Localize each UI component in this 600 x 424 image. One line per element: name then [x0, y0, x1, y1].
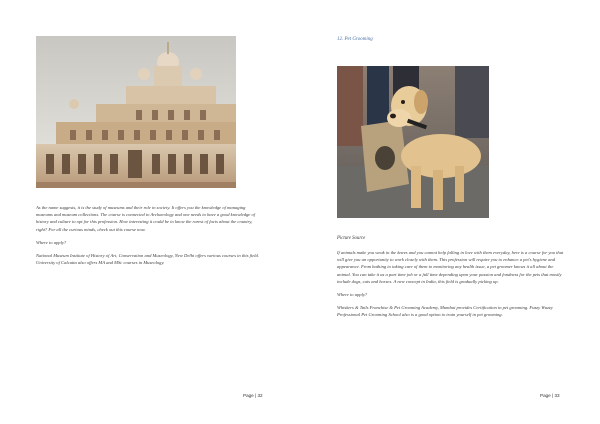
where-to-apply-label: Where to apply?	[337, 292, 368, 298]
museology-description: As the name suggests, it is the study of museums and their role in society. It offers you the knowledge of managing museums and museum collections. The course is connected to Archaeology and one needs to have a good knowledge of history and culture to opt for this profession. How interesting it could be to know the rarest of facts about the country, right? For all the curious minds, check out this course now.	[36, 205, 256, 232]
where-to-apply-label: Where to apply?	[36, 239, 67, 245]
pet-grooming-institutes: Whiskers & Tails Franchise & Pet Grooming Academy, Mumbai provides Certification in pet grooming. Fuzzy Wuzzy Professional Pet Grooming School also is a good option to train yourself in pet grooming.	[337, 305, 553, 318]
museology-text	[36, 204, 262, 272]
page-number: Page | 33	[540, 393, 560, 398]
pet-grooming-description: If animals make you weak in the knees and you cannot help falling in love with them everyday, here is a course for you that will give you an opportunity to work closely with them. This profession will require you to enhance a pet's hygiene and appearance. From bathing to taking care of them to monitoring any health issue, a pet groomer knows it all about the animal. You can take it as a part time job or a full time depending upon your passion and fondness for the pets that mostly include dogs, cats and horses. A new concept in India, this field is gradually picking up.	[337, 250, 564, 284]
page-number: Page | 32	[243, 393, 263, 398]
page-33	[300, 0, 598, 424]
section-heading: 12. Pet Grooming	[337, 37, 373, 42]
picture-source-caption: Picture Source	[337, 236, 366, 241]
pet-grooming-text	[337, 249, 567, 325]
museology-institutes: National Museum Institute of History of Art, Conservation and Museology, New Delhi offers various courses in this field. University of Calcutta also offers MA and MSc courses in Museology.	[36, 253, 259, 266]
page-32	[0, 0, 298, 424]
dog-photo	[337, 66, 489, 218]
museum-photo	[36, 36, 236, 188]
